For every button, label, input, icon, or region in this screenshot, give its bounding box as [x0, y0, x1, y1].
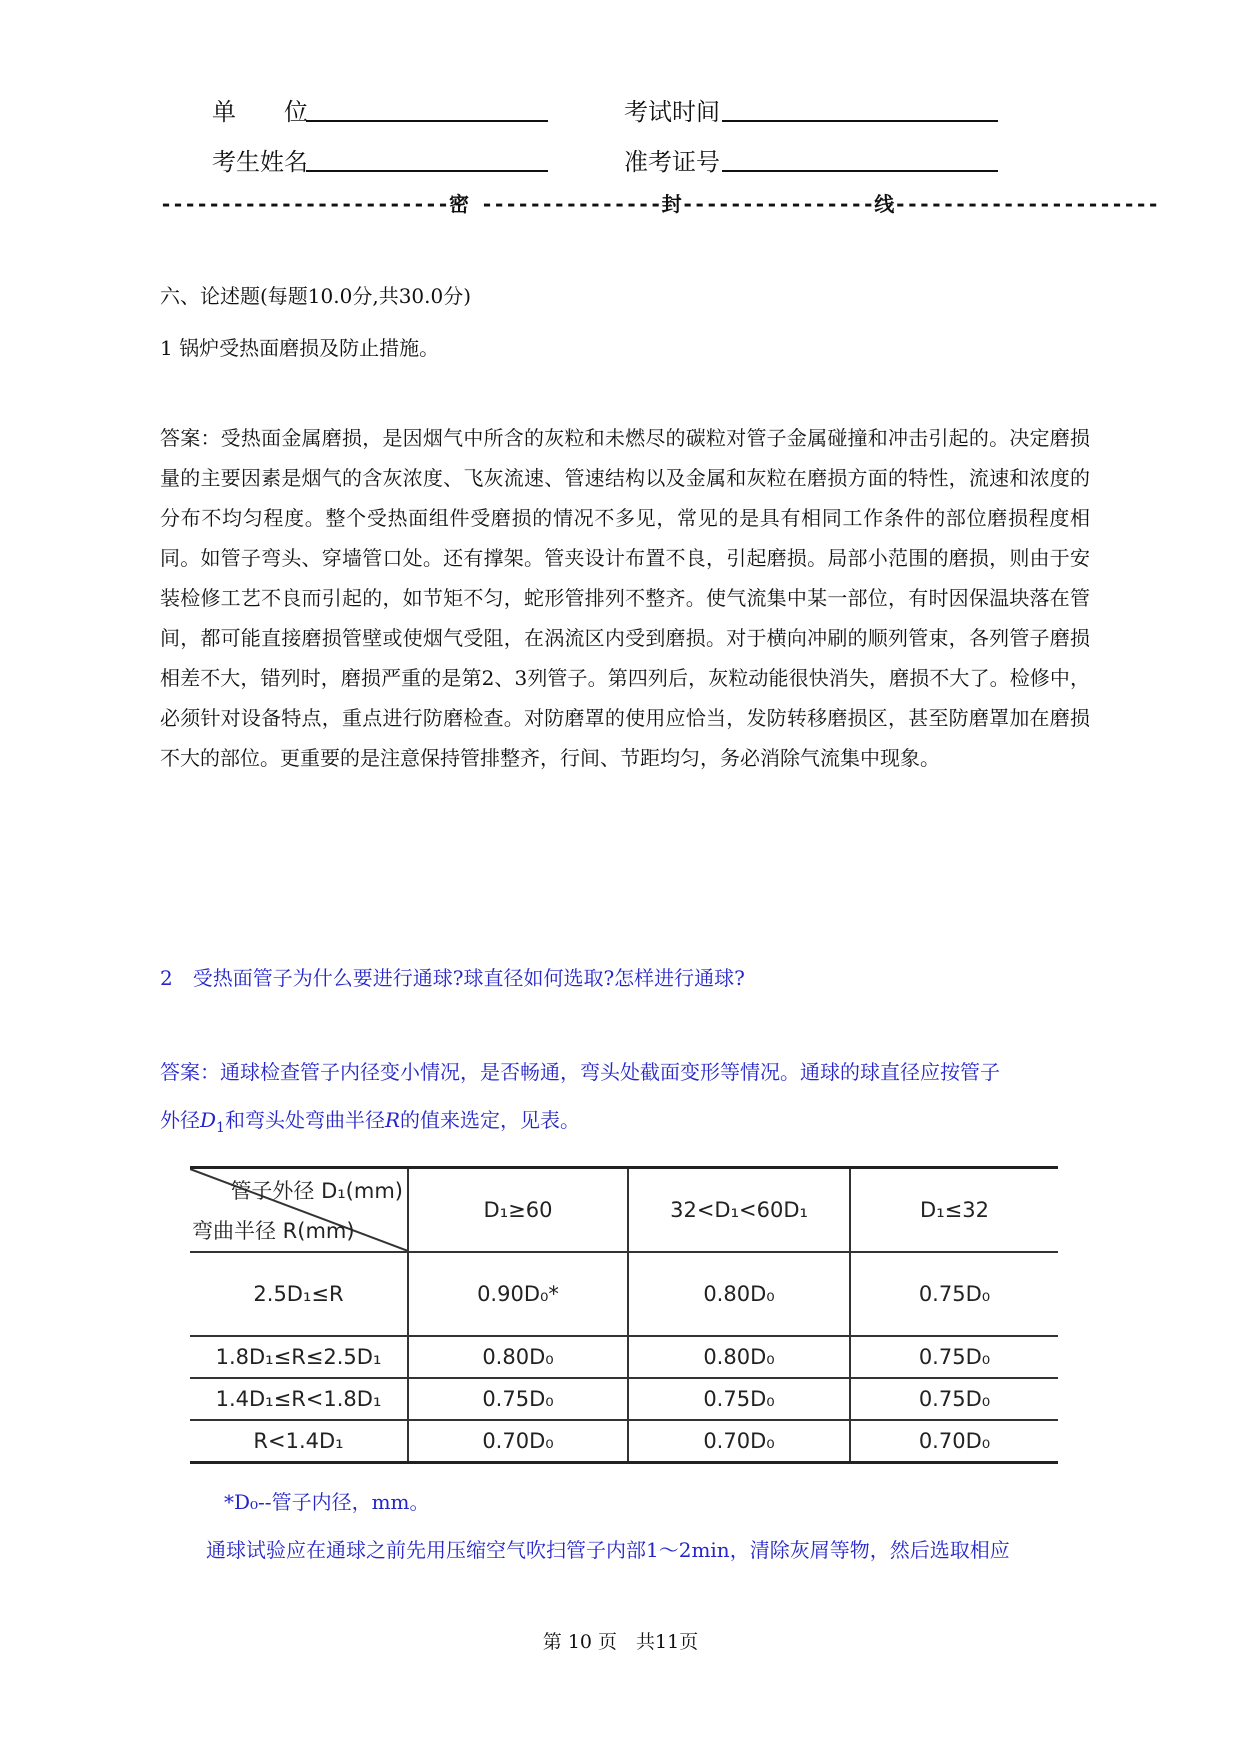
ticket-label: 准考证号 — [624, 148, 720, 176]
unit-label: 单 位 — [212, 98, 308, 126]
table-cell: 0.70D₀ — [408, 1420, 628, 1463]
name-label: 考生姓名 — [212, 148, 308, 176]
row-label: R<1.4D₁ — [190, 1420, 408, 1463]
row-label: 1.4D₁≤R<1.8D₁ — [190, 1378, 408, 1420]
corner-top-label: 管子外径 D₁(mm) — [230, 1179, 403, 1203]
exam-time-label: 考试时间 — [624, 98, 720, 126]
unit-field[interactable] — [306, 94, 548, 122]
row-label: 1.8D₁≤R≤2.5D₁ — [190, 1336, 408, 1378]
section-title: 六、论述题(每题10.0分,共30.0分) — [160, 284, 472, 308]
page-footer: 第 10 页 共11页 — [542, 1631, 699, 1653]
table-cell: 0.70D₀ — [850, 1420, 1058, 1463]
var-r: R — [384, 1108, 401, 1132]
column-header: 32<D₁<60D₁ — [628, 1168, 850, 1253]
answer-2-line-2 — [160, 1100, 580, 1148]
question-1: 1 锅炉受热面磨损及防止措施。 — [160, 336, 440, 360]
answer-2-continuation: 通球试验应在通球之前先用压缩空气吹扫管子内部1～2min，清除灰屑等物，然后选取相应 — [206, 1538, 1010, 1562]
answer-2-text-b: 和弯头处弯曲半径 — [224, 1108, 385, 1132]
table-cell: 0.80D₀ — [408, 1336, 628, 1378]
question-2: 2 受热面管子为什么要进行通球?球直径如何选取?怎样进行通球? — [160, 966, 745, 990]
answer-2-text-c: 的值来选定，见表。 — [400, 1108, 581, 1132]
table-cell: 0.75D₀ — [850, 1252, 1058, 1336]
answer-2-text-a: 外径 — [160, 1108, 200, 1132]
exam-time-field[interactable] — [722, 94, 998, 122]
var-d: D — [200, 1108, 217, 1132]
table-cell: 0.75D₀ — [408, 1378, 628, 1420]
var-d-subscript: 1 — [216, 1120, 225, 1136]
table-cell: 0.75D₀ — [850, 1336, 1058, 1378]
corner-bottom-label: 弯曲半径 R(mm) — [192, 1219, 355, 1243]
ticket-field[interactable] — [722, 144, 998, 172]
table-cell: 0.70D₀ — [628, 1420, 850, 1463]
table-cell: 0.90D₀* — [408, 1252, 628, 1336]
seal-line: ------------------------密 ---------------封----------------线---------------------- — [160, 192, 1160, 216]
column-header: D₁≤32 — [850, 1168, 1058, 1253]
name-field[interactable] — [306, 144, 548, 172]
answer-1: 答案：受热面金属磨损，是因烟气中所含的灰粒和未燃尽的碳粒对管子金属碰撞和冲击引起的。决定磨损量的主要因素是烟气的含灰浓度、飞灰流速、管速结构以及金属和灰粒在磨损方面的特性，流速和浓度的分布不均匀程度。整个受热面组件受磨损的情况不多见，常见的是具有相同工作条件的部位磨损程度相同。如管子弯头、穿墙管口处。还有撑架。管夹设计布置不良，引起磨损。局部小范围的磨损，则由于安装检修工艺不良而引起的，如节矩不匀，蛇形管排列不整齐。使气流集中某一部位，有时因保温块落在管间，都可能直接磨损管壁或使烟气受阻，在涡流区内受到磨损。对于横向冲刷的顺列管束，各列管子磨损相差不大，错列时，磨损严重的是第2、3列管子。第四列后，灰粒动能很快消失，磨损不大了。检修中，必须针对设备特点，重点进行防磨检查。对防磨罩的使用应恰当，发防转移磨损区，甚至防磨罩加在磨损不大的部位。更重要的是注意保持管排整齐，行间、节距均匀，务必消除气流集中现象。 — [160, 426, 1090, 770]
table-cell: 0.80D₀ — [628, 1336, 850, 1378]
column-header: D₁≥60 — [408, 1168, 628, 1253]
row-label: 2.5D₁≤R — [190, 1252, 408, 1336]
table-cell: 0.80D₀ — [628, 1252, 850, 1336]
answer-2-line-1: 答案：通球检查管子内径变小情况，是否畅通，弯头处截面变形等情况。通球的球直径应按管子 — [160, 1060, 1000, 1084]
ball-diameter-table — [190, 1166, 1058, 1464]
table-note: *D₀--管子内径，mm。 — [224, 1490, 430, 1514]
table-corner-cell — [190, 1168, 408, 1253]
table-cell: 0.75D₀ — [850, 1378, 1058, 1420]
table-cell: 0.75D₀ — [628, 1378, 850, 1420]
